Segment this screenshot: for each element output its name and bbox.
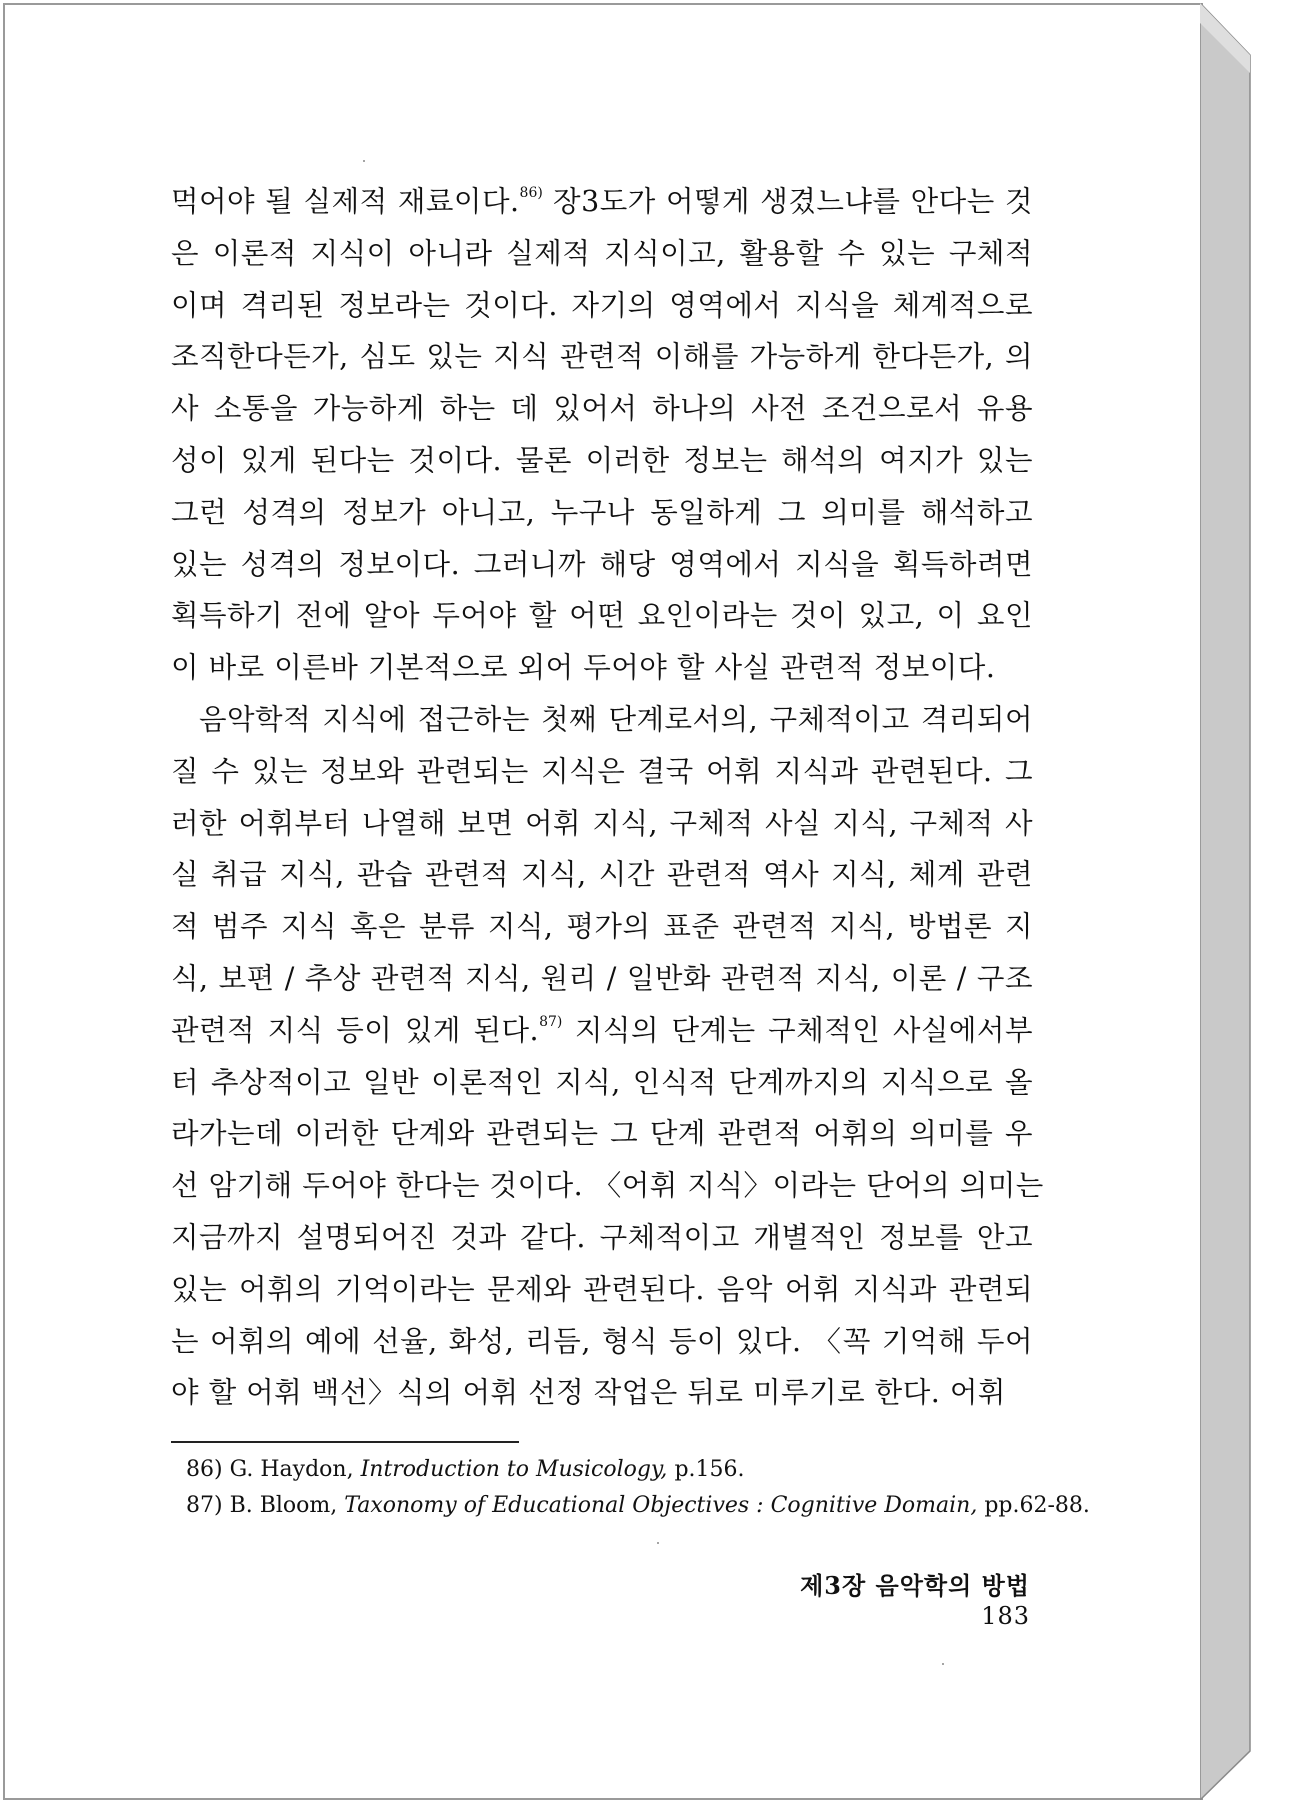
footnote-title: Taxonomy of Educational Objectives : Cognitive Domain, [344,1493,978,1518]
text-line-2: 은 이론적 지식이 아니라 실제적 지식이고, 활용할 수 있는 구체적 [171,236,1033,270]
footnote-divider [171,1441,519,1443]
text-line-24: 야 할 어휘 백선〉식의 어휘 선정 작업은 뒤로 미루기로 한다. 어휘 [171,1376,1006,1410]
text-line-23: 는 어휘의 예에 선율, 화성, 리듬, 형식 등이 있다. 〈꼭 기억해 두어 [171,1324,1033,1358]
footnote-author: G. Haydon, [229,1457,354,1482]
text-line-15: 적 범주 지식 혹은 분류 지식, 평가의 표준 관련적 지식, 방법론 지 [171,910,1033,944]
text-line-7: 그런 성격의 정보가 아니고, 누구나 동일하게 그 의미를 해석하고 [171,495,1033,529]
footnotes [186,1452,1090,1524]
text-line-20: 선 암기해 두어야 한다는 것이다. 〈어휘 지식〉이라는 단어의 의미는 [171,1169,1044,1203]
footnote-title: Introduction to Musicology, [360,1457,668,1482]
footnote-number: 86) [186,1457,223,1482]
book-edge [1200,3,1253,1800]
text-line-1: 먹어야 될 실제적 재료이다.$^{86)}$ 장3도가 어떻게 생겼느냐를 안다는 것 [171,185,1033,218]
text-line-16: 식, 보편 / 추상 관련적 지식, 원리 / 일반화 관련적 지식, 이론 / 구조 [171,961,1033,995]
text-line-12: 질 수 있는 정보와 관련되는 지식은 결국 어휘 지식과 관련된다. 그 [171,754,1033,788]
scan-speck [363,160,365,162]
text-line-18: 터 추상적이고 일반 이론적인 지식, 인식적 단계까지의 지식으로 올 [171,1065,1033,1099]
text-line-19: 라가는데 이러한 단계와 관련되는 그 단계 관련적 어휘의 의미를 우 [171,1117,1033,1151]
text-line-21: 지금까지 설명되어진 것과 같다. 구체적이고 개별적인 정보를 안고 [171,1220,1033,1254]
text-line-6: 성이 있게 된다는 것이다. 물론 이러한 정보는 해석의 여지가 있는 [171,443,1033,477]
chapter-title: 제3장 음악학의 방법 [800,1571,1030,1600]
text-line-3: 이며 격리된 정보라는 것이다. 자기의 영역에서 지식을 체계적으로 [171,288,1033,322]
footnote-pages: p.156. [674,1457,745,1482]
text-line-10: 이 바로 이른바 기본적으로 외어 두어야 할 사실 관련적 정보이다. [171,651,996,685]
footnote-ref-86[interactable]: 86) [519,185,543,201]
footnote-number: 87) [186,1493,223,1518]
body-text [171,176,1044,1419]
footnote-ref-87[interactable]: 87) [539,1013,563,1030]
text-line-8: 있는 성격의 정보이다. 그러니까 해당 영역에서 지식을 획득하려면 [171,547,1033,581]
text-line-4: 조직한다든가, 심도 있는 지식 관련적 이해를 가능하게 한다든가, 의 [171,340,1033,374]
footnote-87 [186,1488,1090,1524]
text-line-5: 사 소통을 가능하게 하는 데 있어서 하나의 사전 조건으로서 유용 [171,392,1033,426]
footnote-pages: pp.62-88. [984,1493,1090,1518]
text-line-13: 러한 어휘부터 나열해 보면 어휘 지식, 구체적 사실 지식, 구체적 사 [171,806,1033,840]
text-line-22: 있는 어휘의 기억이라는 문제와 관련된다. 음악 어휘 지식과 관련되 [171,1272,1033,1306]
text-line-17: 관련적 지식 등이 있게 된다.$^{87)}$ 지식의 단계는 구체적인 사실에서부 [171,1013,1033,1047]
text-line-9: 획득하기 전에 알아 두어야 할 어떤 요인이라는 것이 있고, 이 요인 [171,599,1033,633]
scan-speck [657,1542,659,1544]
page-number: 183 [981,1602,1030,1630]
scan-speck [942,1663,944,1665]
footnote-86 [186,1452,1026,1488]
footnote-author: B. Bloom, [229,1493,338,1518]
running-footer [740,1566,1030,1630]
text-line-11: 음악학적 지식에 접근하는 첫째 단계로서의, 구체적이고 격리되어 [199,702,1033,736]
text-line-14: 실 취급 지식, 관습 관련적 지식, 시간 관련적 역사 지식, 체계 관련 [171,858,1033,892]
